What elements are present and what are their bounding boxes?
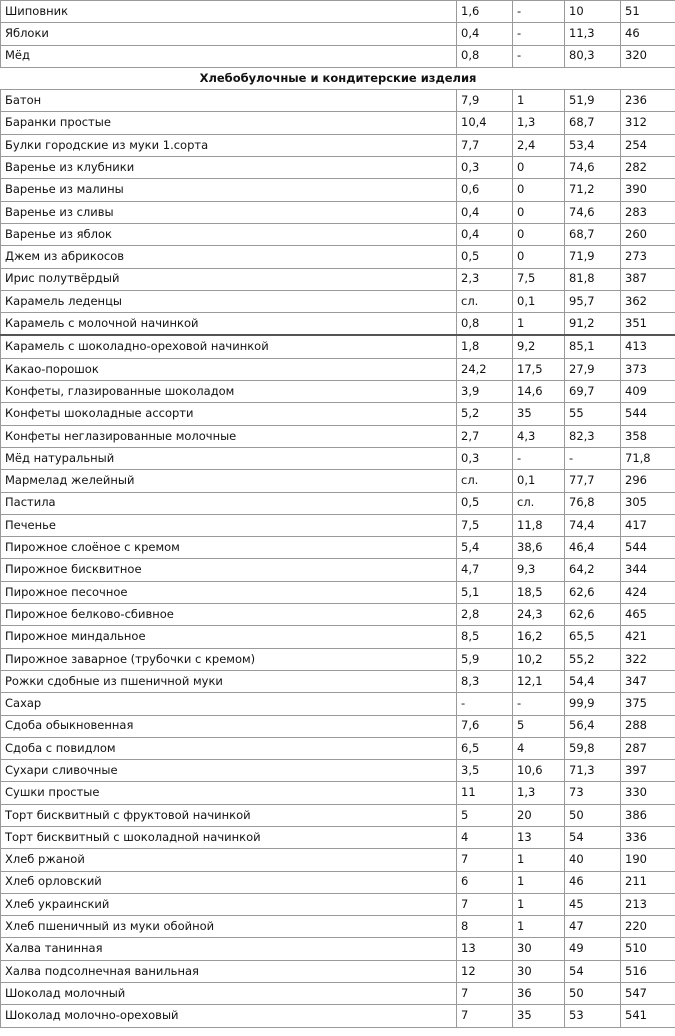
- table-row: [1, 983, 675, 1005]
- table-row: [1, 246, 675, 268]
- table-row: [1, 826, 675, 848]
- product-name-cell: Торт бисквитный с фруктовой начинкой: [1, 804, 457, 826]
- calories-cell: 46: [621, 23, 675, 45]
- carbs-cell: 45: [565, 893, 621, 915]
- table-row: [1, 871, 675, 893]
- carbs-cell: 74,4: [565, 514, 621, 536]
- calories-cell: 387: [621, 268, 675, 290]
- product-name-cell: Сухари сливочные: [1, 760, 457, 782]
- table-row: [1, 893, 675, 915]
- calories-cell: 547: [621, 983, 675, 1005]
- protein-cell: 0,6: [457, 179, 513, 201]
- fat-cell: 1,3: [513, 782, 565, 804]
- protein-cell: 2,7: [457, 425, 513, 447]
- calories-cell: 296: [621, 470, 675, 492]
- calories-cell: 409: [621, 381, 675, 403]
- protein-cell: 7: [457, 983, 513, 1005]
- product-name-cell: Сахар: [1, 693, 457, 715]
- fat-cell: -: [513, 693, 565, 715]
- product-name-cell: Батон: [1, 90, 457, 112]
- fat-cell: 1: [513, 893, 565, 915]
- product-name-cell: Пирожное миндальное: [1, 626, 457, 648]
- product-name-cell: Карамель с молочной начинкой: [1, 313, 457, 336]
- protein-cell: 0,8: [457, 45, 513, 67]
- product-name-cell: Хлеб орловский: [1, 871, 457, 893]
- carbs-cell: 54: [565, 826, 621, 848]
- carbs-cell: 73: [565, 782, 621, 804]
- protein-cell: 7,6: [457, 715, 513, 737]
- table-row: [1, 916, 675, 938]
- fat-cell: сл.: [513, 492, 565, 514]
- product-name-cell: Варенье из сливы: [1, 201, 457, 223]
- calories-cell: 390: [621, 179, 675, 201]
- calories-cell: 287: [621, 737, 675, 759]
- protein-cell: 7: [457, 1005, 513, 1027]
- carbs-cell: 99,9: [565, 693, 621, 715]
- product-name-cell: Пирожное песочное: [1, 581, 457, 603]
- fat-cell: 12,1: [513, 670, 565, 692]
- table-row: [1, 45, 675, 67]
- carbs-cell: 49: [565, 938, 621, 960]
- carbs-cell: 91,2: [565, 313, 621, 336]
- calories-cell: 375: [621, 693, 675, 715]
- calories-cell: 421: [621, 626, 675, 648]
- protein-cell: 13: [457, 938, 513, 960]
- carbs-cell: 65,5: [565, 626, 621, 648]
- carbs-cell: 50: [565, 804, 621, 826]
- carbs-cell: 64,2: [565, 559, 621, 581]
- table-row: [1, 425, 675, 447]
- product-name-cell: Пирожное белково-сбивное: [1, 604, 457, 626]
- calories-cell: 322: [621, 648, 675, 670]
- carbs-cell: 74,6: [565, 201, 621, 223]
- calories-cell: 397: [621, 760, 675, 782]
- calories-cell: 330: [621, 782, 675, 804]
- fat-cell: 1: [513, 916, 565, 938]
- table-row: [1, 112, 675, 134]
- protein-cell: 0,4: [457, 201, 513, 223]
- fat-cell: 1: [513, 313, 565, 336]
- table-row: [1, 1005, 675, 1027]
- protein-cell: 6: [457, 871, 513, 893]
- protein-cell: 2,8: [457, 604, 513, 626]
- fat-cell: 0: [513, 157, 565, 179]
- fat-cell: 9,3: [513, 559, 565, 581]
- product-name-cell: Пастила: [1, 492, 457, 514]
- calories-cell: 417: [621, 514, 675, 536]
- fat-cell: 14,6: [513, 381, 565, 403]
- carbs-cell: 56,4: [565, 715, 621, 737]
- table-row: [1, 782, 675, 804]
- carbs-cell: 95,7: [565, 290, 621, 312]
- protein-cell: сл.: [457, 470, 513, 492]
- calories-cell: 190: [621, 849, 675, 871]
- protein-cell: 6,5: [457, 737, 513, 759]
- protein-cell: 7: [457, 893, 513, 915]
- calories-cell: 544: [621, 403, 675, 425]
- product-name-cell: Какао-порошок: [1, 358, 457, 380]
- fat-cell: 4,3: [513, 425, 565, 447]
- carbs-cell: 47: [565, 916, 621, 938]
- calories-cell: 413: [621, 335, 675, 358]
- calories-cell: 260: [621, 223, 675, 245]
- protein-cell: 3,9: [457, 381, 513, 403]
- protein-cell: 1,6: [457, 1, 513, 23]
- product-name-cell: Шоколад молочный: [1, 983, 457, 1005]
- calories-cell: 254: [621, 134, 675, 156]
- carbs-cell: 54,4: [565, 670, 621, 692]
- calories-cell: 211: [621, 871, 675, 893]
- product-name-cell: Пирожное бисквитное: [1, 559, 457, 581]
- protein-cell: 7,9: [457, 90, 513, 112]
- fat-cell: 1: [513, 849, 565, 871]
- table-row: [1, 134, 675, 156]
- calories-cell: 213: [621, 893, 675, 915]
- calories-cell: 351: [621, 313, 675, 336]
- product-name-cell: Конфеты неглазированные молочные: [1, 425, 457, 447]
- carbs-cell: 59,8: [565, 737, 621, 759]
- product-name-cell: Баранки простые: [1, 112, 457, 134]
- table-row: [1, 447, 675, 469]
- table-row: [1, 470, 675, 492]
- fat-cell: 2,4: [513, 134, 565, 156]
- calories-cell: 305: [621, 492, 675, 514]
- carbs-cell: 10: [565, 1, 621, 23]
- table-row: [1, 670, 675, 692]
- fat-cell: 10,6: [513, 760, 565, 782]
- product-name-cell: Яблоки: [1, 23, 457, 45]
- protein-cell: 0,4: [457, 23, 513, 45]
- product-name-cell: Халва подсолнечная ванильная: [1, 960, 457, 982]
- product-name-cell: Варенье из клубники: [1, 157, 457, 179]
- product-name-cell: Печенье: [1, 514, 457, 536]
- calories-cell: 236: [621, 90, 675, 112]
- product-name-cell: Торт бисквитный с шоколадной начинкой: [1, 826, 457, 848]
- table-row: [1, 849, 675, 871]
- section-header-group: [1, 67, 675, 89]
- carbs-cell: 77,7: [565, 470, 621, 492]
- carbs-cell: 46,4: [565, 537, 621, 559]
- calories-cell: 424: [621, 581, 675, 603]
- fat-cell: 36: [513, 983, 565, 1005]
- protein-cell: 5,9: [457, 648, 513, 670]
- fat-cell: 20: [513, 804, 565, 826]
- calories-cell: 273: [621, 246, 675, 268]
- fat-cell: -: [513, 45, 565, 67]
- protein-cell: 8,3: [457, 670, 513, 692]
- protein-cell: 0,5: [457, 492, 513, 514]
- table-row: [1, 938, 675, 960]
- fat-cell: 1: [513, 871, 565, 893]
- fat-cell: 35: [513, 403, 565, 425]
- carbs-cell: 62,6: [565, 604, 621, 626]
- calories-cell: 51: [621, 1, 675, 23]
- calories-cell: 386: [621, 804, 675, 826]
- product-name-cell: Варенье из яблок: [1, 223, 457, 245]
- table-row: [1, 358, 675, 380]
- calories-cell: 516: [621, 960, 675, 982]
- table-row: [1, 648, 675, 670]
- carbs-cell: 76,8: [565, 492, 621, 514]
- table-row: [1, 290, 675, 312]
- table-row: [1, 403, 675, 425]
- carbs-cell: 81,8: [565, 268, 621, 290]
- table-row: [1, 693, 675, 715]
- product-name-cell: Сдоба обыкновенная: [1, 715, 457, 737]
- calories-cell: 220: [621, 916, 675, 938]
- fat-cell: 18,5: [513, 581, 565, 603]
- product-name-cell: Варенье из малины: [1, 179, 457, 201]
- fat-cell: 0: [513, 201, 565, 223]
- fat-cell: 0: [513, 179, 565, 201]
- fat-cell: -: [513, 447, 565, 469]
- protein-cell: 7: [457, 849, 513, 871]
- calories-cell: 336: [621, 826, 675, 848]
- protein-cell: 5,1: [457, 581, 513, 603]
- table-row: [1, 514, 675, 536]
- table-row: [1, 804, 675, 826]
- calories-cell: 544: [621, 537, 675, 559]
- product-name-cell: Конфеты шоколадные ассорти: [1, 403, 457, 425]
- protein-cell: 0,3: [457, 157, 513, 179]
- carbs-cell: 71,9: [565, 246, 621, 268]
- calories-cell: 465: [621, 604, 675, 626]
- protein-cell: 0,3: [457, 447, 513, 469]
- table-row: [1, 1, 675, 23]
- fat-cell: 11,8: [513, 514, 565, 536]
- protein-cell: сл.: [457, 290, 513, 312]
- product-name-cell: Конфеты, глазированные шоколадом: [1, 381, 457, 403]
- protein-cell: 7,7: [457, 134, 513, 156]
- calories-cell: 541: [621, 1005, 675, 1027]
- fat-cell: 30: [513, 938, 565, 960]
- calories-cell: 347: [621, 670, 675, 692]
- product-name-cell: Сдоба с повидлом: [1, 737, 457, 759]
- fat-cell: 1,3: [513, 112, 565, 134]
- table-row: [1, 537, 675, 559]
- fat-cell: 5: [513, 715, 565, 737]
- fat-cell: 0: [513, 223, 565, 245]
- protein-cell: 12: [457, 960, 513, 982]
- section-header-row: [1, 67, 675, 89]
- table-body-bakery: [1, 90, 675, 1027]
- fat-cell: -: [513, 1, 565, 23]
- product-name-cell: Халва танинная: [1, 938, 457, 960]
- table-row: [1, 381, 675, 403]
- product-name-cell: Рожки сдобные из пшеничной муки: [1, 670, 457, 692]
- protein-cell: 11: [457, 782, 513, 804]
- table-row: [1, 715, 675, 737]
- calories-cell: 344: [621, 559, 675, 581]
- product-name-cell: Мармелад желейный: [1, 470, 457, 492]
- calories-cell: 312: [621, 112, 675, 134]
- protein-cell: 3,5: [457, 760, 513, 782]
- calories-cell: 320: [621, 45, 675, 67]
- calories-cell: 288: [621, 715, 675, 737]
- fat-cell: 17,5: [513, 358, 565, 380]
- fat-cell: 0,1: [513, 290, 565, 312]
- product-name-cell: Булки городские из муки 1.сорта: [1, 134, 457, 156]
- protein-cell: 4: [457, 826, 513, 848]
- carbs-cell: 68,7: [565, 223, 621, 245]
- product-name-cell: Карамель леденцы: [1, 290, 457, 312]
- table-body-top: [1, 1, 675, 68]
- table-row: [1, 737, 675, 759]
- carbs-cell: 82,3: [565, 425, 621, 447]
- table-row: [1, 313, 675, 336]
- fat-cell: 38,6: [513, 537, 565, 559]
- carbs-cell: 62,6: [565, 581, 621, 603]
- calories-cell: 282: [621, 157, 675, 179]
- carbs-cell: 51,9: [565, 90, 621, 112]
- carbs-cell: 40: [565, 849, 621, 871]
- protein-cell: 5: [457, 804, 513, 826]
- protein-cell: 2,3: [457, 268, 513, 290]
- table-row: [1, 90, 675, 112]
- table-row: [1, 223, 675, 245]
- table-row: [1, 960, 675, 982]
- carbs-cell: 69,7: [565, 381, 621, 403]
- carbs-cell: 74,6: [565, 157, 621, 179]
- product-name-cell: Хлеб украинский: [1, 893, 457, 915]
- calories-cell: 71,8: [621, 447, 675, 469]
- calories-cell: 510: [621, 938, 675, 960]
- carbs-cell: 71,3: [565, 760, 621, 782]
- fat-cell: 0: [513, 246, 565, 268]
- table-row: [1, 760, 675, 782]
- carbs-cell: -: [565, 447, 621, 469]
- section-title: Хлебобулочные и кондитерские изделия: [1, 67, 675, 89]
- product-name-cell: Карамель с шоколадно-ореховой начинкой: [1, 335, 457, 358]
- protein-cell: 0,8: [457, 313, 513, 336]
- fat-cell: 16,2: [513, 626, 565, 648]
- carbs-cell: 53: [565, 1005, 621, 1027]
- protein-cell: 0,4: [457, 223, 513, 245]
- fat-cell: 4: [513, 737, 565, 759]
- table-row: [1, 179, 675, 201]
- fat-cell: 13: [513, 826, 565, 848]
- table-row: [1, 268, 675, 290]
- carbs-cell: 71,2: [565, 179, 621, 201]
- table-row: [1, 23, 675, 45]
- carbs-cell: 27,9: [565, 358, 621, 380]
- product-name-cell: Шиповник: [1, 1, 457, 23]
- table-row: [1, 604, 675, 626]
- calories-cell: 373: [621, 358, 675, 380]
- carbs-cell: 80,3: [565, 45, 621, 67]
- product-name-cell: Ирис полутвёрдый: [1, 268, 457, 290]
- table-row: [1, 201, 675, 223]
- fat-cell: 0,1: [513, 470, 565, 492]
- product-name-cell: Джем из абрикосов: [1, 246, 457, 268]
- fat-cell: 30: [513, 960, 565, 982]
- calories-cell: 283: [621, 201, 675, 223]
- calories-cell: 362: [621, 290, 675, 312]
- fat-cell: 1: [513, 90, 565, 112]
- protein-cell: 7,5: [457, 514, 513, 536]
- protein-cell: 0,5: [457, 246, 513, 268]
- table-row: [1, 581, 675, 603]
- calories-cell: 358: [621, 425, 675, 447]
- product-name-cell: Пирожное заварное (трубочки с кремом): [1, 648, 457, 670]
- protein-cell: 10,4: [457, 112, 513, 134]
- carbs-cell: 85,1: [565, 335, 621, 358]
- fat-cell: 35: [513, 1005, 565, 1027]
- protein-cell: 4,7: [457, 559, 513, 581]
- carbs-cell: 55: [565, 403, 621, 425]
- product-name-cell: Мёд: [1, 45, 457, 67]
- protein-cell: 5,4: [457, 537, 513, 559]
- protein-cell: 24,2: [457, 358, 513, 380]
- fat-cell: 24,3: [513, 604, 565, 626]
- carbs-cell: 54: [565, 960, 621, 982]
- protein-cell: 1,8: [457, 335, 513, 358]
- protein-cell: -: [457, 693, 513, 715]
- product-name-cell: Шоколад молочно-ореховый: [1, 1005, 457, 1027]
- carbs-cell: 68,7: [565, 112, 621, 134]
- fat-cell: 10,2: [513, 648, 565, 670]
- protein-cell: 5,2: [457, 403, 513, 425]
- product-name-cell: Сушки простые: [1, 782, 457, 804]
- carbs-cell: 46: [565, 871, 621, 893]
- protein-cell: 8: [457, 916, 513, 938]
- product-name-cell: Пирожное слоёное с кремом: [1, 537, 457, 559]
- carbs-cell: 11,3: [565, 23, 621, 45]
- carbs-cell: 53,4: [565, 134, 621, 156]
- table-row: [1, 157, 675, 179]
- carbs-cell: 50: [565, 983, 621, 1005]
- table-row: [1, 492, 675, 514]
- table-row: [1, 335, 675, 358]
- fat-cell: 7,5: [513, 268, 565, 290]
- carbs-cell: 55,2: [565, 648, 621, 670]
- protein-cell: 8,5: [457, 626, 513, 648]
- fat-cell: -: [513, 23, 565, 45]
- product-name-cell: Мёд натуральный: [1, 447, 457, 469]
- product-name-cell: Хлеб ржаной: [1, 849, 457, 871]
- table-row: [1, 559, 675, 581]
- product-name-cell: Хлеб пшеничный из муки обойной: [1, 916, 457, 938]
- table-row: [1, 626, 675, 648]
- fat-cell: 9,2: [513, 335, 565, 358]
